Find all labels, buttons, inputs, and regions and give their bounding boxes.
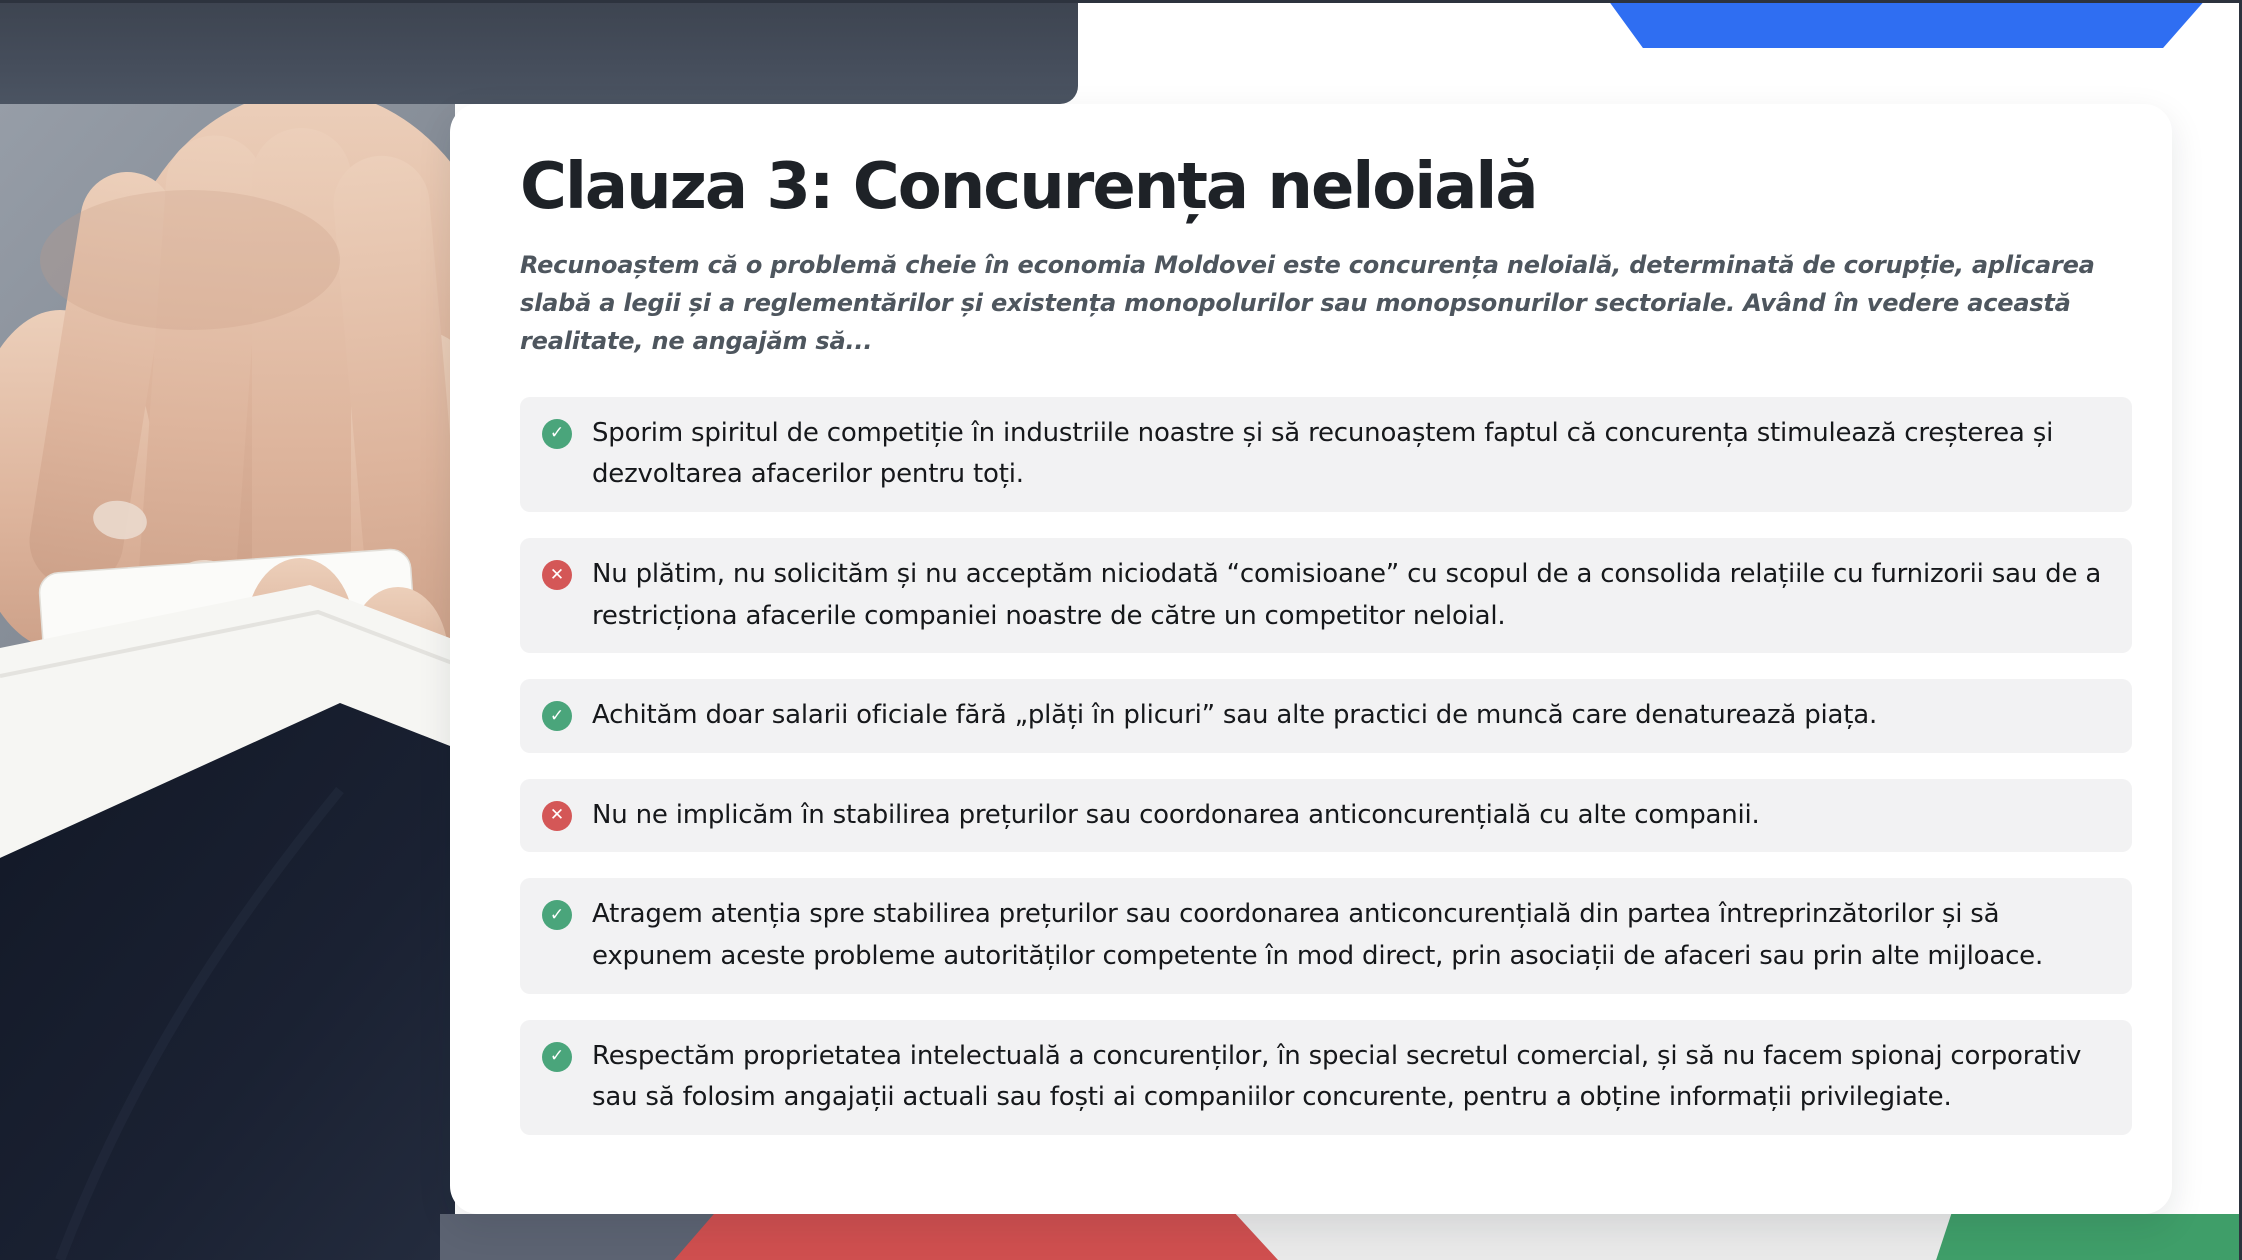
page-title: Clauza 3: Concurența neloială: [520, 150, 1537, 224]
ace-up-sleeve-illustration: [0, 0, 455, 1260]
red-ribbon: [674, 1214, 1278, 1260]
list-item: [520, 1020, 2132, 1135]
list-item: [520, 779, 2132, 853]
list-item: [520, 679, 2132, 753]
blue-ribbon: [1605, 0, 2207, 48]
intro-paragraph: Recunoaștem că o problemă cheie în economia Moldovei este concurența neloială, determinată de corupție, aplicarea slabă a legii și a reglementărilor și existența monopolurilor sau monopsonurilor sectoriale. Având în vedere această realitate, ne angajăm să...: [520, 250, 2095, 356]
content-card: [450, 104, 2172, 1214]
check-circle-icon: ✓: [542, 419, 572, 449]
check-circle-icon: ✓: [542, 1042, 572, 1072]
check-circle-icon: ✓: [542, 900, 572, 930]
slate-ribbon: [440, 1214, 720, 1260]
check-circle-icon: ✓: [542, 701, 572, 731]
window-frame-top: [0, 0, 2242, 3]
list-item: [520, 878, 2132, 993]
header-dark-strip: [0, 0, 1078, 104]
x-circle-icon: ✕: [542, 560, 572, 590]
commitment-list: [520, 397, 2132, 1135]
list-item-text: Respectăm proprietatea intelectuală a concurenților, în special secretul comercial, și să nu facem spionaj corporativ sau să folosim angajații actuali sau foști ai companiilor concurente, pentru a obține informații privilegiate.: [592, 1040, 2082, 1113]
list-item-text: Atragem atenția spre stabilirea prețurilor sau coordonarea anticoncurențială din partea întreprinzătorilor și să expunem aceste probleme autorităților competente în mod direct, prin asociații de afaceri sau prin alte mijloace.: [592, 899, 2044, 971]
photo-hand-ace-card: [0, 0, 455, 1260]
green-ribbon: [1926, 1214, 2242, 1260]
list-item: [520, 397, 2132, 512]
list-item-text: Achităm doar salarii oficiale fără „plăți în plicuri” sau alte practici de muncă care denaturează piața.: [592, 700, 1878, 731]
list-item-text: Nu ne implicăm în stabilirea prețurilor sau coordonarea anticoncurențială cu alte companii.: [592, 799, 1760, 830]
list-item-text: Sporim spiritul de competiție în industriile noastre și să recunoaștem faptul că concurența stimulează creșterea și dezvoltarea afacerilor pentru toți.: [592, 417, 2054, 490]
x-circle-icon: ✕: [542, 801, 572, 831]
list-item: [520, 538, 2132, 653]
list-item-text: Nu plătim, nu solicităm și nu acceptăm niciodată “comisioane” cu scopul de a consolida relațiile cu furnizorii sau de a restricționa afacerile companiei noastre de către un competitor neloial.: [592, 559, 2102, 631]
